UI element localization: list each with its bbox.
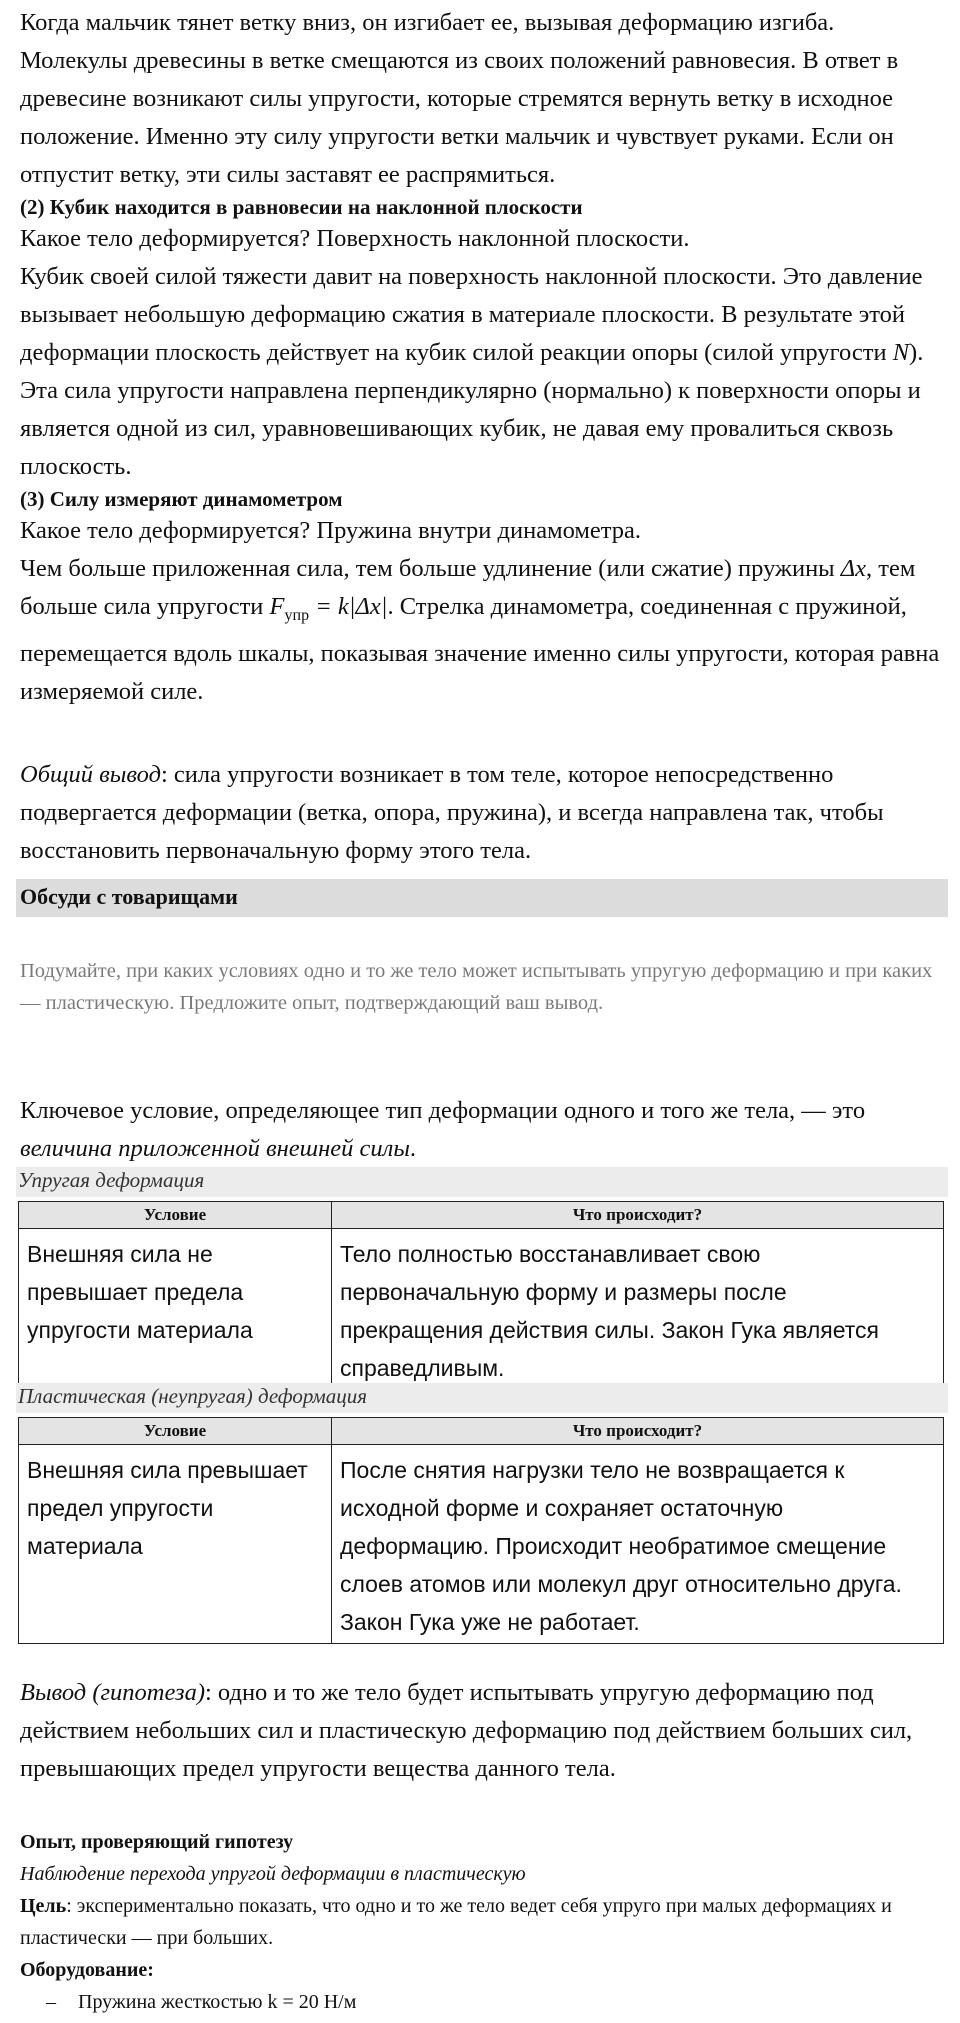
list-item: – Пружина жесткостью k = 20 Н/м	[20, 1986, 946, 2018]
equipment-label: Оборудование:	[20, 1959, 154, 1981]
elastic-caption: Упругая деформация	[16, 1167, 948, 1197]
hypothesis	[20, 1674, 946, 1788]
table-cell-result: После снятия нагрузки тело не возвращается к исходной форме и сохраняет остаточную деформацию. Происходит необратимое смещение слоев атомов или молекул друг относительно друга. Закон Гука уже не работает.	[332, 1445, 944, 1644]
hypothesis-label: Вывод (гипотеза)	[20, 1679, 205, 1706]
symbol-n: N	[892, 339, 910, 366]
conclusion-text: : сила упругости возникает в том теле, которое непосредственно подвергается деформации (ветка, опора, пружина), и всегда направлена так, чтобы восстановить первоначальную форму этого тела.	[20, 761, 884, 864]
question-dynamometer: Какое тело деформируется? Пружина внутри динамометра.	[20, 517, 642, 544]
question-inclined-plane: Какое тело деформируется? Поверхность наклонной плоскости.	[20, 225, 690, 252]
column-header-result: Что происходит?	[332, 1202, 944, 1229]
conclusion-label: Общий вывод	[20, 761, 161, 788]
experiment	[20, 1826, 946, 2018]
heading-dynamometer: (3) Силу измеряют динамометром	[20, 487, 343, 511]
table-header-row	[19, 1418, 944, 1445]
plastic-caption: Пластическая (неупругая) деформация	[16, 1383, 948, 1413]
hypothesis-text: : одно и то же тело будет испытывать упругую деформацию под действием небольших сил и пластическую деформацию под действием больших сил, превышающих предел упругости вещества данного тела.	[20, 1679, 913, 1782]
elastic-table	[18, 1201, 944, 1390]
experiment-goal: Цель: экспериментально показать, что одно и то же тело ведет себя упруго при малых деформациях и пластически — при больших.	[20, 1895, 892, 1949]
experiment-title: Опыт, проверяющий гипотезу	[20, 1831, 294, 1853]
table-row	[19, 1229, 944, 1390]
table-cell-condition: Внешняя сила не превышает предела упругости материала	[19, 1229, 332, 1390]
symbol-dx: Δx	[840, 555, 867, 582]
table-header-row	[19, 1202, 944, 1229]
formula-hooke: $F_{упр} = k|\Delta x|$	[269, 593, 388, 624]
paragraph-dynamometer: Чем больше приложенная сила, тем больше удлинение (или сжатие) пружины Δx, тем больше сила упругости $F_{упр} = k|\Delta x|$. Стрелка динамометра, соединенная с пружиной, перемещается вдоль шкалы, показывая значение именно силы упругости, которая равна измеряемой силе.	[20, 555, 940, 705]
paragraph-branch: Когда мальчик тянет ветку вниз, он изгибает ее, вызывая деформацию изгиба. Молекулы древесины в ветке смещаются из своих положений равновесия. В ответ в древесине возникают силы упругости, которые стремятся вернуть ветку в исходное положение. Именно эту силу упругости ветки мальчик и чувствует руками. Если он отпустит ветку, эти силы заставят ее распрямиться.	[20, 9, 899, 188]
general-conclusion	[20, 756, 946, 870]
discuss-header	[16, 879, 948, 917]
section-1	[20, 4, 946, 711]
table-row	[19, 1445, 944, 1644]
paragraph-inclined-plane: Кубик своей силой тяжести давит на поверхность наклонной плоскости. Это давление вызывает небольшую деформацию сжатия в материале плоскости. В результате этой деформации плоскость действует на кубик силой реакции опоры (силой упругости N). Эта сила упругости направлена перпендикулярно (нормально) к поверхности опоры и является одной из сил, уравновешивающих кубик, не давая ему провалиться сквозь плоскость.	[20, 263, 924, 480]
table-cell-condition: Внешняя сила превышает предел упругости материала	[19, 1445, 332, 1644]
column-header-condition: Условие	[19, 1202, 332, 1229]
bullet-dash: –	[46, 1991, 56, 2013]
plastic-table	[18, 1417, 944, 1644]
key-emphasis: величина приложенной внешней силы	[20, 1135, 410, 1162]
discuss-question-block	[20, 955, 946, 1019]
discuss-question: Подумайте, при каких условиях одно и то же тело может испытывать упругую деформацию и при каких — пластическую. Предложите опыт, подтверждающий ваш вывод.	[20, 960, 933, 1014]
column-header-condition: Условие	[19, 1418, 332, 1445]
heading-inclined-plane: (2) Кубик находится в равновесии на наклонной плоскости	[20, 195, 583, 219]
discuss-title: Обсуди с товарищами	[20, 884, 238, 909]
key-condition: Ключевое условие, определяющее тип деформации одного и того же тела, — это величина приложенной внешней силы.	[20, 1097, 866, 1162]
table-cell-result: Тело полностью восстанавливает свою первоначальную форму и размеры после прекращения действия силы. Закон Гука является справедливым.	[332, 1229, 944, 1390]
column-header-result: Что происходит?	[332, 1418, 944, 1445]
experiment-subtitle: Наблюдение перехода упругой деформации в пластическую	[20, 1863, 526, 1885]
